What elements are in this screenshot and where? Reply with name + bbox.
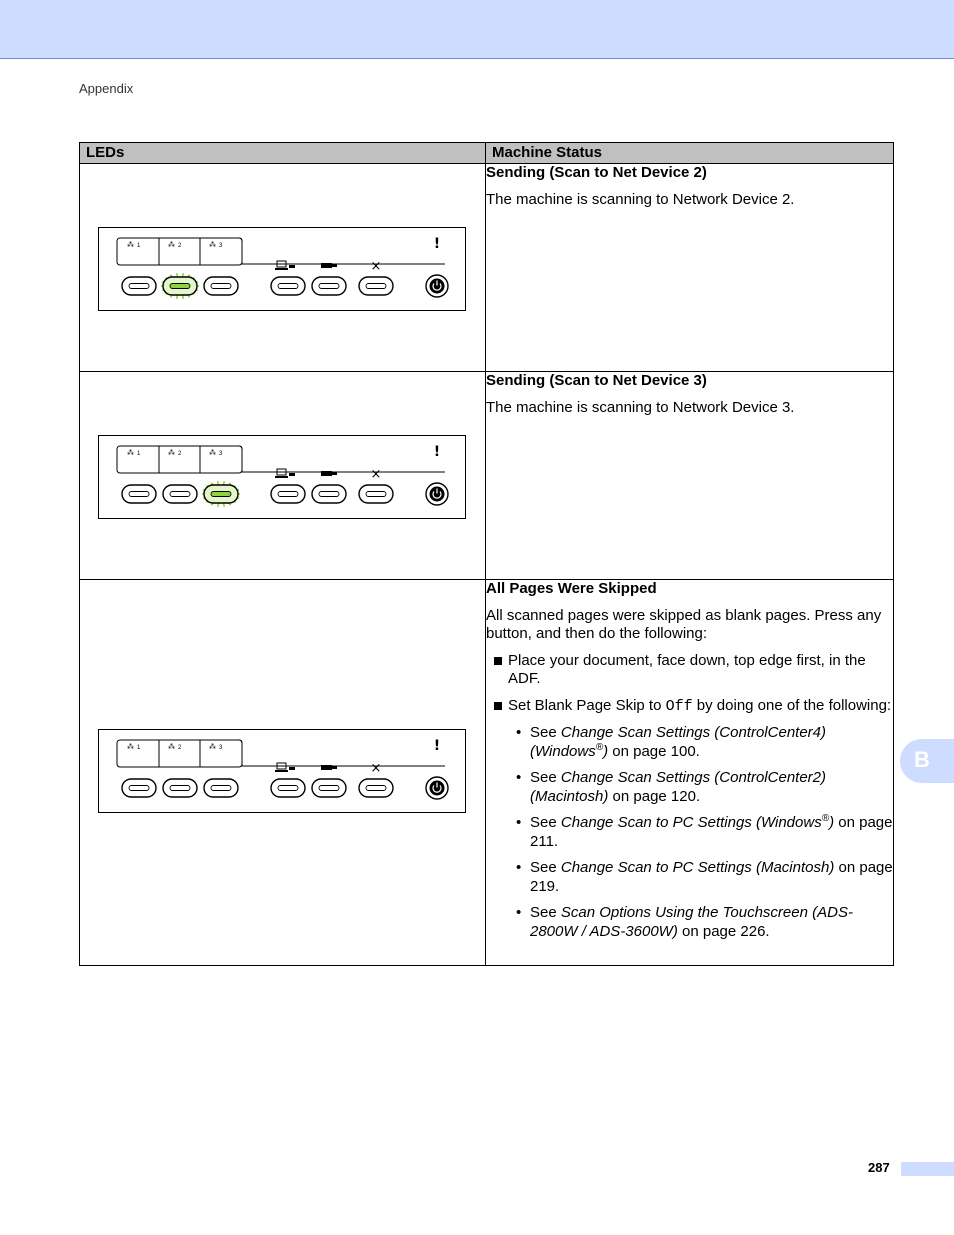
scan-net-device-2-button[interactable] [163,485,197,503]
registered-mark: ® [595,741,604,753]
scan-net-device-3-button[interactable] [204,277,238,295]
list-item [486,769,893,806]
column-header-machine-status: Machine Status [486,143,894,164]
device-number-label: 2 [178,243,182,249]
device-number-label: 2 [178,745,182,751]
scan-to-pc-button[interactable] [271,485,305,503]
status-title: Sending (Scan to Net Device 3) [486,372,707,389]
table-header-row [80,143,894,164]
scan-net-device-2-button[interactable] [161,273,199,299]
device-number-label: 3 [219,243,223,249]
list-item [486,814,893,851]
network-device-icon: ⁂ [127,241,134,249]
error-warning-icon: ! [433,444,441,460]
see-text: See [530,769,561,786]
network-device-icon: ⁂ [168,241,175,249]
control-panel-diagram [98,729,466,813]
scan-net-device-1-button[interactable] [122,779,156,797]
device-number-label: 2 [178,451,182,457]
control-panel-svg [99,436,465,518]
error-warning-icon: ! [433,738,441,754]
control-panel-svg [99,228,465,310]
page-reference: on page 219. [530,859,893,895]
control-panel-diagram [98,435,466,519]
page-reference: on page 100. [608,742,700,760]
list-item [486,904,893,941]
scan-net-device-3-button[interactable] [204,779,238,797]
network-device-icon: ⁂ [127,743,134,751]
list-item [486,652,893,689]
square-bullet-icon [494,657,502,665]
network-device-icon: ⁂ [168,743,175,751]
scan-net-device-1-button[interactable] [122,485,156,503]
section-label: Appendix [79,81,134,96]
status-description: The machine is scanning to Network Device 2. [486,190,795,208]
scan-to-usb-button[interactable] [312,277,346,295]
table-row [80,372,894,580]
status-cell [486,372,894,580]
list-item [486,697,893,717]
led-cell [80,164,486,372]
cross-reference-link[interactable]: Change Scan to PC Settings (Macintosh) [560,859,835,876]
page-number: 287 [868,1160,890,1175]
page-reference: on page 226. [677,922,770,940]
network-device-icon: ⁂ [209,241,216,249]
stop-cancel-icon: × [370,761,382,776]
list-item-text: by doing one of the following: [692,696,892,714]
list-item-text: Set Blank Page Skip to [508,696,666,714]
registered-mark: ® [821,813,830,824]
stop-button[interactable] [359,277,393,295]
scan-to-pc-button[interactable] [271,277,305,295]
table-row [80,580,894,966]
scan-to-pc-icon [275,469,295,478]
status-cell [486,580,894,966]
stop-button[interactable] [359,779,393,797]
cross-reference-close: ) [829,814,835,831]
scan-net-device-2-button[interactable] [163,779,197,797]
cross-reference-link[interactable]: Scan Options Using the Touchscreen (ADS-2800W / ADS-3600W) [530,904,853,940]
see-text: See [530,859,561,876]
dot-bullet-icon: • [516,904,522,921]
setting-value-code: Off [665,697,693,715]
list-item [486,859,893,896]
power-button[interactable] [426,777,448,799]
status-title: Sending (Scan to Net Device 2) [486,164,707,181]
device-number-label: 3 [219,451,223,457]
side-tab-label: B [914,747,930,772]
table-row [80,164,894,372]
scan-net-device-3-button[interactable] [202,481,240,507]
column-header-leds: LEDs [80,143,486,164]
power-button[interactable] [426,483,448,505]
power-button[interactable] [426,275,448,297]
cross-reference-link[interactable]: Change Scan Settings (ControlCenter2) (Macintosh) [530,769,827,805]
page-number-bar [901,1162,954,1176]
see-text: See [530,724,561,741]
scan-to-pc-icon [275,261,295,270]
network-device-icon: ⁂ [168,449,175,457]
device-number-label: 1 [137,451,141,457]
appendix-side-tab[interactable] [900,739,954,783]
list-item-text: Place your document, face down, top edge first, in the ADF. [508,651,866,687]
status-cell [486,164,894,372]
scan-to-pc-button[interactable] [271,779,305,797]
control-panel-svg [99,730,465,812]
page-top-band [0,0,954,59]
network-device-icon: ⁂ [209,743,216,751]
status-description: All scanned pages were skipped as blank pages. Press any button, and then do the following: [486,606,882,642]
list-item [486,724,893,761]
network-device-icon: ⁂ [209,449,216,457]
led-cell [80,580,486,966]
status-description: The machine is scanning to Network Device 3. [486,398,795,416]
page-reference: on page 120. [608,787,701,805]
error-warning-icon: ! [433,236,441,252]
cross-reference-close: ) [603,742,609,760]
device-number-label: 1 [137,745,141,751]
stop-button[interactable] [359,485,393,503]
see-text: See [530,814,561,831]
scan-to-usb-button[interactable] [312,779,346,797]
stop-cancel-icon: × [370,259,382,274]
square-bullet-icon [494,702,502,710]
page-reference: on page 211. [530,814,893,850]
network-device-icon: ⁂ [127,449,134,457]
device-number-label: 3 [219,745,223,751]
scan-to-usb-button[interactable] [312,485,346,503]
see-text: See [530,904,561,921]
stop-cancel-icon: × [370,467,382,482]
scan-to-pc-icon [275,763,295,772]
status-title: All Pages Were Skipped [486,580,657,597]
dot-bullet-icon: • [516,769,522,786]
led-cell [80,372,486,580]
dot-bullet-icon: • [516,724,522,741]
scan-net-device-1-button[interactable] [122,277,156,295]
control-panel-diagram [98,227,466,311]
dot-bullet-icon: • [516,859,522,876]
cross-reference-link[interactable]: Change Scan Settings (ControlCenter4) (Windows [530,724,827,760]
led-status-table [79,142,894,966]
device-number-label: 1 [137,243,141,249]
dot-bullet-icon: • [516,814,522,831]
cross-reference-link[interactable]: Change Scan to PC Settings (Windows [560,814,822,831]
